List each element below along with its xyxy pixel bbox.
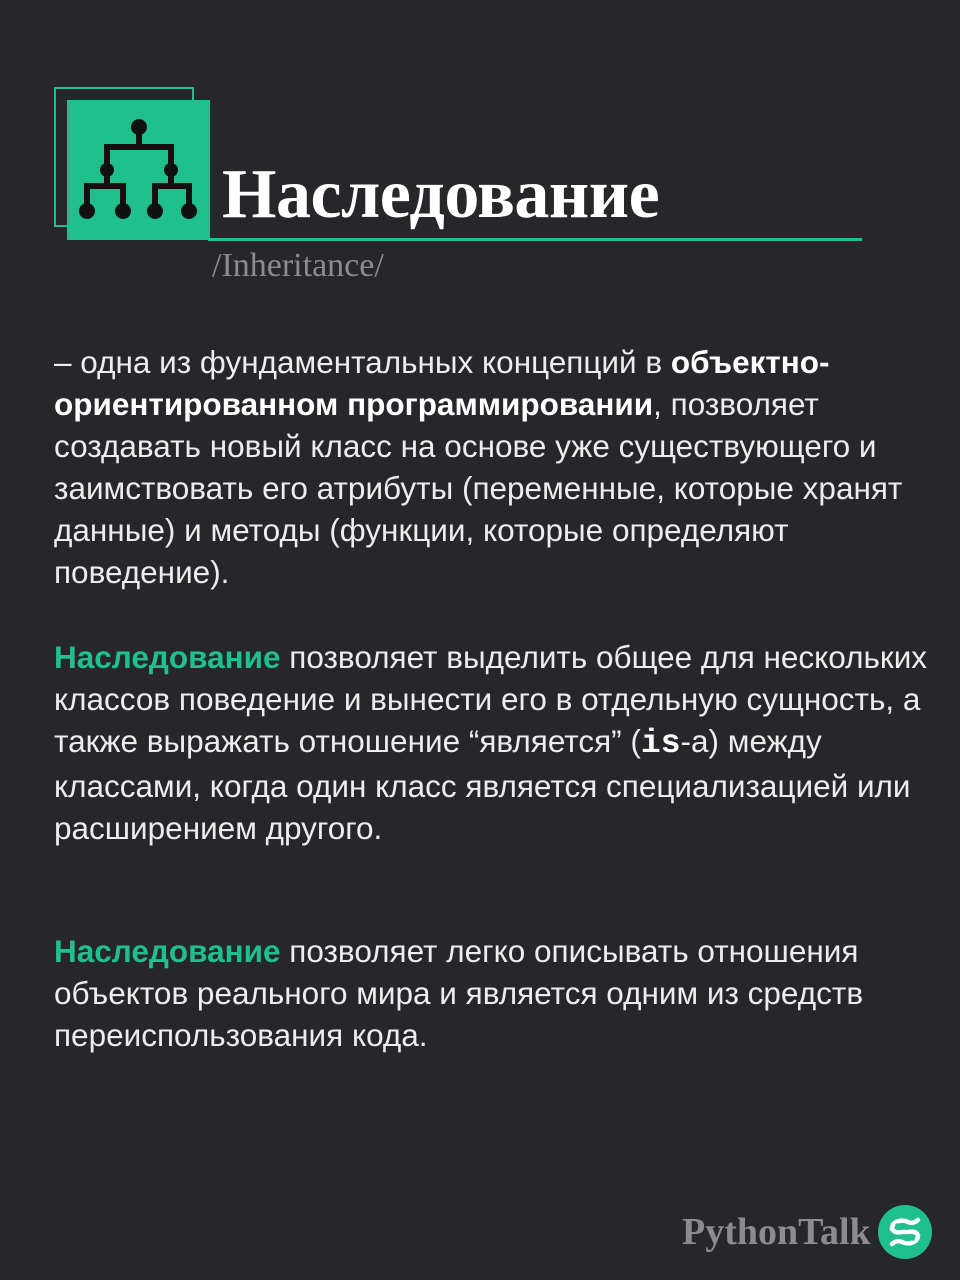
- hierarchy-icon-box: [67, 100, 210, 240]
- hierarchy-tree-icon: [67, 100, 210, 240]
- brand-name: PythonTalk: [682, 1211, 871, 1253]
- relationship-paragraph: [54, 636, 934, 849]
- definition-lead: – одна из фундаментальных концепций в: [54, 344, 671, 380]
- definition-rest: , позволяет создавать новый класс на основе уже существующего и заимствовать его атрибуты (переменные, которые хранят данные) и методы (функции, которые определяют поведение).: [54, 386, 903, 590]
- python-snake-logo-icon: [878, 1205, 932, 1259]
- title-underline: [208, 238, 862, 241]
- is-code: is: [640, 725, 681, 762]
- relationship-text-end: -a) между классами, когда один класс является специализацией или расширением другого.: [54, 723, 911, 846]
- reuse-text: позволяет легко описывать отношения объектов реального мира и является одним из средств переиспользования кода.: [54, 933, 864, 1053]
- reuse-paragraph: [54, 930, 934, 1056]
- definition-paragraph: [54, 341, 934, 593]
- relationship-text-start: позволяет выделить общее для нескольких классов поведение и вынести его в отдельную сущность, а также выражать отношение “является” (: [54, 639, 928, 759]
- page-subtitle: /Inheritance/: [212, 247, 384, 284]
- oop-term: объектно-ориентированном программировании: [54, 344, 830, 422]
- page-title: Наследование: [222, 156, 660, 233]
- inheritance-term: Наследование: [54, 933, 281, 969]
- inheritance-term: Наследование: [54, 639, 281, 675]
